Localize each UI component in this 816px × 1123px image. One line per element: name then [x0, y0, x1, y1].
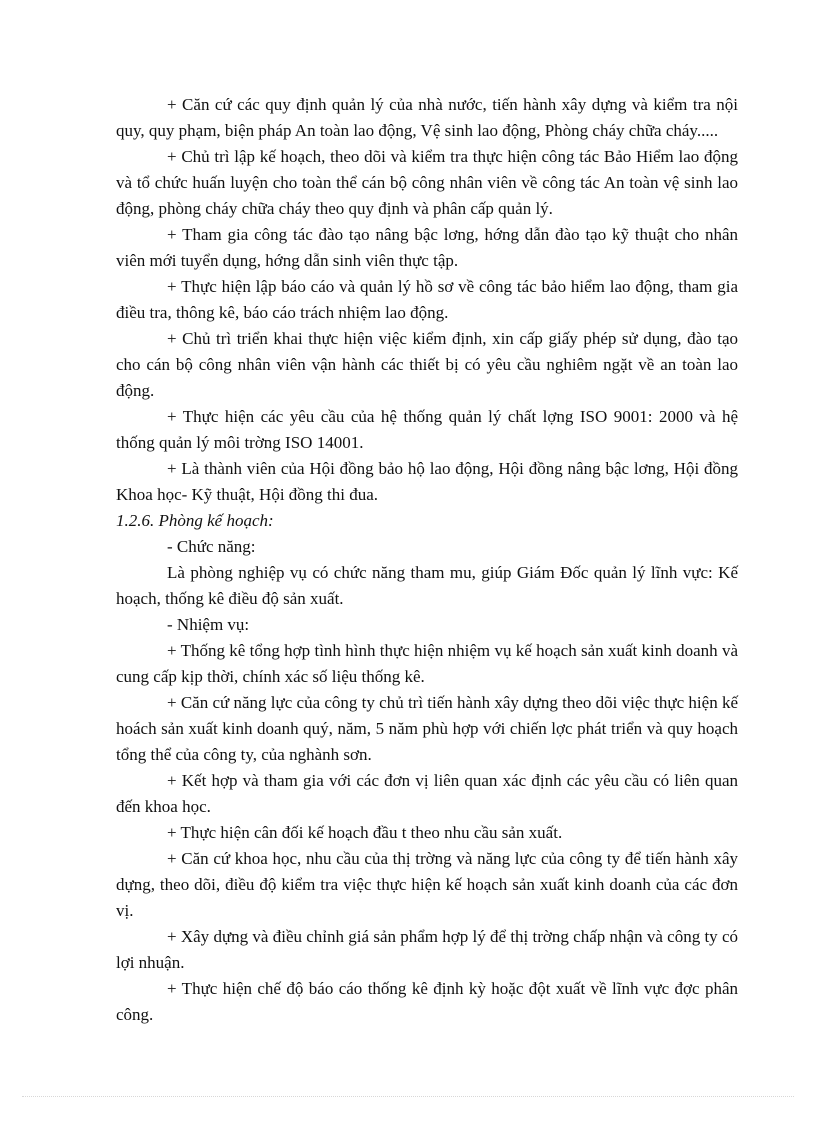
page-footer-divider: [22, 1096, 794, 1097]
paragraph: + Thực hiện chế độ báo cáo thống kê định kỳ hoặc đột xuất về lĩnh vực đợc phân công.: [116, 979, 738, 1024]
paragraph: + Căn cứ năng lực của công ty chủ trì tiến hành xây dựng theo dõi việc thực hiện kế hoách sản xuất kinh doanh quý, năm, 5 năm phù hợp với chiến lợc phát triển và quy hoạch tổng thể của công ty, của nghành sơn.: [116, 693, 738, 764]
paragraph: + Thống kê tổng hợp tình hình thực hiện nhiệm vụ kế hoạch sản xuất kinh doanh và cung cấp kịp thời, chính xác số liệu thống kê.: [116, 641, 738, 686]
document-page: [116, 92, 738, 1028]
paragraph: Là phòng nghiệp vụ có chức năng tham mu, giúp Giám Đốc quản lý lĩnh vực: Kế hoạch, thống kê điều độ sản xuất.: [116, 563, 738, 608]
paragraph: + Thực hiện lập báo cáo và quản lý hồ sơ về công tác bảo hiểm lao động, tham gia điều tra, thông kê, báo cáo trách nhiệm lao động.: [116, 277, 738, 322]
paragraph-group-duties: [116, 92, 738, 508]
paragraph: + Là thành viên của Hội đồng bảo hộ lao động, Hội đồng nâng bậc lơng, Hội đồng Khoa học- Kỹ thuật, Hội đồng thi đua.: [116, 459, 738, 504]
paragraph: + Chủ trì triển khai thực hiện việc kiểm định, xin cấp giấy phép sử dụng, đào tạo cho cán bộ công nhân viên vận hành các thiết bị có yêu cầu nghiêm ngặt về an toàn lao động.: [116, 329, 738, 400]
paragraph: + Kết hợp và tham gia với các đơn vị liên quan xác định các yêu cầu có liên quan đến khoa học.: [116, 771, 738, 816]
paragraph: + Thực hiện các yêu cầu của hệ thống quản lý chất lợng ISO 9001: 2000 và hệ thống quản lý môi trờng ISO 14001.: [116, 407, 738, 452]
paragraph: + Chủ trì lập kế hoạch, theo dõi và kiểm tra thực hiện công tác Bảo Hiểm lao động và tổ chức huấn luyện cho toàn thể cán bộ công nhân viên về công tác An toàn vệ sinh lao động, phòng cháy chữa cháy theo quy định và phân cấp quản lý.: [116, 147, 738, 218]
paragraph: - Nhiệm vụ:: [167, 615, 250, 634]
paragraph: + Thực hiện cân đối kế hoạch đầu t theo nhu cầu sản xuất.: [167, 823, 563, 842]
paragraph: - Chức năng:: [167, 537, 256, 556]
paragraph: + Xây dựng và điều chỉnh giá sản phẩm hợp lý để thị trờng chấp nhận và công ty có lợi nhuận.: [116, 927, 738, 972]
paragraph: + Căn cứ các quy định quản lý của nhà nước, tiến hành xây dựng và kiểm tra nội quy, quy phạm, biện pháp An toàn lao động, Vệ sinh lao động, Phòng cháy chữa cháy.....: [116, 95, 738, 140]
paragraph: + Tham gia công tác đào tạo nâng bậc lơng, hớng dẫn đào tạo kỹ thuật cho nhân viên mới tuyển dụng, hớng dẫn sinh viên thực tập.: [116, 225, 738, 270]
paragraph-group-planning: [116, 534, 738, 1028]
paragraph: + Căn cứ khoa học, nhu cầu của thị trờng và năng lực của công ty để tiến hành xây dựng, theo dõi, điều độ kiểm tra việc thực hiện kế hoạch sản xuất kinh doanh của các đơn vị.: [116, 849, 738, 920]
section-heading: 1.2.6. Phòng kế hoạch:: [116, 511, 274, 530]
